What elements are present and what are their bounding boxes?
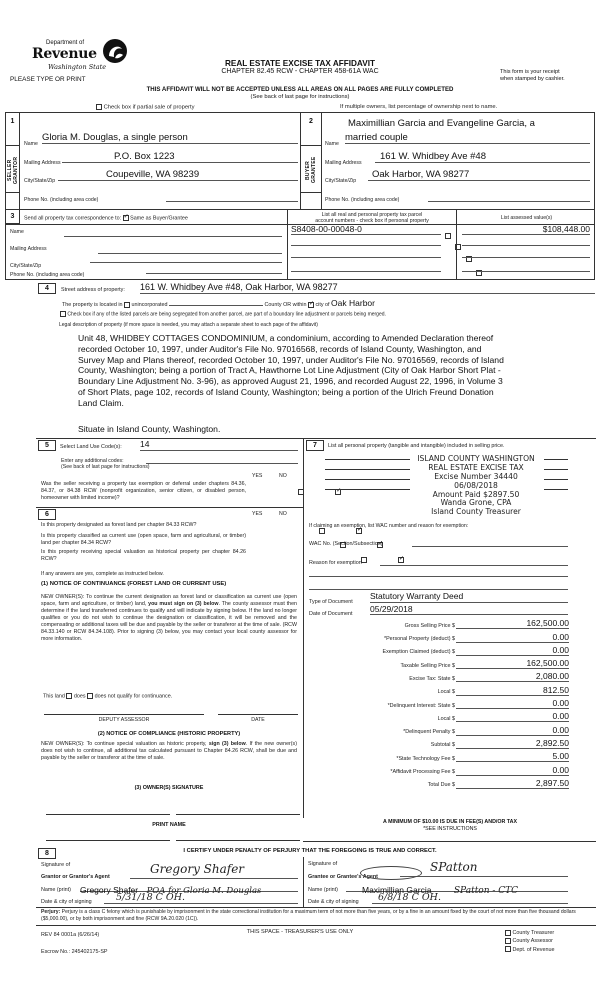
seller-city-label: City/State/Zip — [24, 178, 56, 184]
copy-label: Dept. of Revenue — [512, 946, 555, 953]
please-type-or-print: PLEASE TYPE OR PRINT — [10, 76, 86, 83]
excise-tax-local-field[interactable]: 812.50 — [456, 685, 569, 696]
stamp-line: REAL ESTATE EXCISE TAX — [428, 462, 524, 472]
assessor-date-label: DATE — [251, 717, 265, 723]
grantor-signature-label-2: Grantor or Grantor's Agent — [41, 874, 110, 880]
personal-property-line[interactable] — [544, 469, 568, 470]
correspondence-city-field[interactable] — [90, 253, 282, 263]
grantor-name-print: Gregory Shafer — [80, 885, 139, 895]
land-use-code-field[interactable]: 14 — [140, 439, 298, 451]
section-4-number: 4 — [38, 283, 56, 294]
buyer-phone-field[interactable] — [428, 193, 590, 202]
signature-loop-mark — [360, 866, 422, 880]
parcel-header — [288, 212, 456, 224]
notice-continuance-text-a: NEW OWNER(S): To continue the current designation as forest land or classification as current use (open space, farm and agriculture, or timber) land, — [41, 594, 297, 607]
gross-selling-price-field[interactable]: 162,500.00 — [456, 618, 569, 629]
minimum-due-note: A MINIMUM OF $10.00 IS DUE IN FEE(S) AND/OR TAX — [382, 819, 517, 825]
deputy-assessor-label: DEPUTY ASSESSOR — [98, 717, 150, 723]
logo-revenue: Revenue — [32, 46, 97, 62]
section-5-yes-header: YES — [252, 473, 263, 479]
subtotal-label: Subtotal $ — [430, 742, 455, 749]
delinquent-penalty-label: *Delinquent Penalty $ — [403, 729, 455, 736]
grantee-signature-field[interactable]: SPatton — [400, 860, 568, 877]
personal-property-line[interactable] — [544, 479, 568, 480]
assessed-value-2[interactable] — [462, 236, 590, 246]
escrow-label: Escrow No.: — [41, 949, 71, 955]
street-address-field[interactable]: 161 W. Whidbey Ave #48, Oak Harbor, WA 98277 — [140, 282, 595, 294]
personal-property-line[interactable] — [544, 459, 568, 460]
send-correspondence-label: Send all property tax correspondence to: — [24, 215, 122, 222]
correspondence-phone-field[interactable] — [146, 264, 282, 274]
personal-property-deduct-field[interactable]: 0.00 — [456, 632, 569, 643]
stamp-line: Island County Treasurer — [431, 507, 521, 517]
parcel-header-line2: account numbers - check box if personal property — [315, 218, 429, 225]
divider — [36, 438, 596, 439]
personal-property-checkbox-1[interactable] — [445, 233, 451, 239]
correspondence-phone-label: Phone No. (including area code) — [10, 272, 85, 278]
legal-line: Survey Map and Plans thereof, recorded October 10, 1997, under Auditor's File No. 97016569, records of Island — [78, 354, 504, 365]
grantee-label: GRANTEE — [311, 156, 317, 184]
computation-row — [305, 669, 569, 682]
doc-type-field[interactable]: Statutory Warranty Deed — [370, 591, 568, 603]
see-back-note: (See back of last page for instructions) — [250, 94, 350, 100]
computation-row — [305, 696, 569, 709]
buyer-name-label: Name — [325, 141, 339, 147]
subtotal-field[interactable]: 2,892.50 — [456, 738, 569, 749]
seller-name-label: Name — [24, 141, 38, 147]
technology-fee-label: *State Technology Fee $ — [396, 755, 455, 762]
receipt-note-1: This form is your receipt — [500, 69, 560, 75]
divider — [300, 145, 322, 146]
section-7-number: 7 — [306, 440, 324, 451]
computation-row — [305, 776, 569, 789]
unincorporated-checkbox[interactable] — [124, 302, 130, 308]
correspondence-name-field[interactable] — [64, 227, 282, 237]
reason-label: Reason for exemption — [309, 560, 362, 566]
personal-property-line[interactable] — [544, 489, 568, 490]
divider — [36, 907, 596, 908]
parcel-number-2[interactable] — [291, 236, 441, 246]
divider — [303, 841, 596, 842]
center-divider — [303, 438, 304, 818]
wac-field[interactable] — [412, 538, 568, 547]
buyer-grantee-label — [305, 152, 317, 188]
section-1-number: 1 — [10, 118, 15, 125]
notice-continuance-text — [41, 594, 297, 643]
city-value[interactable]: Oak Harbor — [331, 298, 375, 308]
grantee-name-handwritten: SPatton - CTC — [453, 886, 519, 896]
segregated-label: Check box if any of the listed parcels are being segregated from another parcel, are part of a boundary line adjustment or parcels being merged. — [67, 311, 386, 318]
print-name-label: PRINT NAME — [152, 822, 186, 828]
buyer-mailing-label: Mailing Address — [325, 160, 362, 166]
computation-row — [305, 616, 569, 629]
partial-sale-checkbox[interactable] — [96, 104, 195, 111]
computation-row — [305, 643, 569, 656]
tax-computation-list — [305, 616, 569, 789]
divider — [5, 145, 20, 146]
excise-tax-state-field[interactable]: 2,080.00 — [456, 671, 569, 682]
divider — [36, 925, 596, 926]
owner-signature-label: (3) OWNER(S) SIGNATURE — [134, 785, 204, 791]
reason-field-line-2[interactable] — [309, 568, 568, 577]
grantee-signature-label-2: Grantee or Grantee's Agent — [308, 874, 378, 880]
legal-line: County, Washington; being a portion of Tract A, Hawthorne Lot Line Adjustment (City of Oak Harbor Short Plat - — [78, 365, 501, 376]
certify-statement: I CERTIFY UNDER PENALTY OF PERJURY THAT THE FOREGOING IS TRUE AND CORRECT. — [183, 848, 437, 854]
personal-property-line[interactable] — [325, 489, 410, 490]
street-address-label: Street address of property: — [61, 287, 125, 293]
correspondence-name-label: Name — [10, 229, 24, 235]
computation-row — [305, 709, 569, 722]
legal-line: of Short Plats, page 102, records of Island County, Washington; being a portion of the Ulrich Freund Donation — [78, 387, 494, 398]
situate-note: Situate in Island County, Washington. — [78, 424, 221, 434]
form-title: REAL ESTATE EXCISE TAX AFFIDAVIT — [225, 59, 375, 68]
property-location — [62, 298, 375, 308]
gross-selling-price-label: Gross Selling Price $ — [404, 622, 455, 629]
does-qualify-checkbox[interactable] — [66, 693, 72, 699]
stamp-line: Amount Paid $2897.50 — [432, 489, 520, 499]
seller-phone-field[interactable] — [166, 193, 298, 202]
checkbox-icon[interactable] — [96, 104, 102, 110]
doc-date-label: Date of Document — [309, 611, 353, 617]
section-3-number: 3 — [10, 213, 15, 220]
perjury-text: Perjury is a class C felony which is punishable by imprisonment in the state correctional institution for a maximum term of not more than five years, or by a fine in an amount fixed by the court of not more than five thousand dollars ($5,000.00), or by both imprisonment and fine (RCW 9A.20.020 (1C)). — [41, 909, 576, 922]
parcel-header-line1: List all real and personal property tax parcel — [321, 212, 423, 218]
owner-signature-line-1[interactable] — [46, 814, 170, 815]
taxable-selling-price-field[interactable]: 162,500.00 — [456, 658, 569, 669]
grantor-name-label: Name (print) — [41, 887, 71, 893]
additional-codes-field[interactable] — [146, 455, 298, 464]
perjury-note — [41, 909, 596, 922]
treasurer-stamp — [405, 455, 547, 517]
divider — [300, 192, 322, 193]
seller-grantor-label — [7, 152, 19, 188]
section-6-yes-header: YES — [252, 511, 263, 517]
personal-property-label: List all personal property (tangible and intangible) included in selling price. — [328, 443, 505, 449]
grantor-signature-field[interactable]: Gregory Shafer — [130, 862, 298, 879]
delinquent-interest-local-field[interactable]: 0.00 — [456, 711, 569, 722]
section-6-number: 6 — [38, 509, 56, 520]
reason-field[interactable] — [380, 557, 568, 566]
parcel-number-1[interactable]: S8408-00-00048-0 — [291, 224, 441, 235]
exemption-claimed-label: Exemption Claimed (deduct) $ — [382, 649, 455, 656]
exemption-claimed-field[interactable]: 0.00 — [456, 645, 569, 656]
county-or-within-label: County OR within — [264, 302, 307, 308]
delinquent-penalty-field[interactable]: 0.00 — [456, 725, 569, 736]
located-in-label: The property is located in — [62, 302, 123, 308]
buyer-city-label: City/State/Zip — [325, 178, 357, 184]
copy-label: County Treasurer — [512, 930, 555, 936]
section-2-number: 2 — [309, 118, 313, 125]
grantee-date-label: Date & city of signing — [308, 899, 359, 905]
stamp-line: Wanda Grone, CPA — [440, 498, 512, 508]
receipt-note-2: when stamped by cashier. — [500, 76, 565, 82]
copy-label: County Assessor — [512, 938, 553, 945]
grantor-date-field[interactable]: 5/31/18 C OH. — [104, 892, 298, 904]
copy-distribution — [505, 929, 554, 954]
forest-land-question: Is this property designated as forest land per chapter 84.33 RCW? — [41, 522, 197, 528]
computation-row — [305, 749, 569, 762]
total-due-field[interactable]: 2,897.50 — [456, 778, 569, 789]
personal-property-checkbox-2[interactable] — [455, 244, 461, 250]
parcel-number-3[interactable] — [291, 248, 441, 258]
section-5-number: 5 — [38, 440, 56, 451]
print-name-line-2[interactable] — [176, 840, 300, 841]
grantee-date-field[interactable]: 6/8/18 C OH. — [372, 892, 568, 904]
checkbox-icon[interactable] — [505, 930, 511, 936]
stamp-line: ISLAND COUNTY WASHINGTON — [417, 454, 535, 463]
assessor-date-line[interactable] — [218, 714, 298, 715]
warning-banner: THIS AFFIDAVIT WILL NOT BE ACCEPTED UNLESS ALL AREAS ON ALL PAGES ARE FULLY COMPLETED — [146, 86, 454, 93]
legal-line: Boundary Line Adjustment No. 3-96), as approved August 21, 1996, and recorded August 22, 1996, in Volume 3 — [78, 376, 503, 387]
form-number: REV 84 0001a (6/26/14) — [41, 932, 100, 938]
escrow-value: 245402175-SP — [71, 949, 108, 955]
taxable-selling-price-label: Taxable Selling Price $ — [400, 662, 455, 669]
stamp-line: 06/08/2018 — [454, 480, 498, 490]
if-yes-note: If any answers are yes, complete as instructed below. — [41, 571, 164, 577]
delinquent-interest-local-label: Local $ — [437, 715, 455, 722]
this-land-label: This land — [43, 693, 65, 700]
notice-compliance-bold: sign (3) below — [208, 741, 246, 747]
dor-swirl-icon — [102, 38, 128, 64]
personal-property-deduct-label: *Personal Property (deduct) $ — [383, 636, 455, 643]
section-5-no-header: NO — [279, 473, 287, 479]
checkbox-icon[interactable] — [505, 946, 511, 952]
computation-row — [305, 656, 569, 669]
notice-compliance-text-a: NEW OWNER(S): To continue special valuation as historic property, — [41, 741, 209, 747]
legal-line: recorded October 10, 1997, under Auditor's File No. 97016568, records of Island County, Washington, and — [78, 343, 482, 354]
divider — [36, 507, 303, 508]
send-correspondence — [24, 215, 188, 222]
legal-line: Land Claim. — [78, 397, 124, 408]
copy-county-assessor[interactable] — [505, 937, 554, 945]
legal-description — [78, 333, 583, 409]
segregated-checkbox[interactable] — [60, 311, 66, 317]
technology-fee-field[interactable]: 5.00 — [456, 751, 569, 762]
divider — [303, 857, 304, 907]
legal-description-label: Legal description of property (if more space is needed, you may attach a separate sheet to each page of the affidavit) — [59, 322, 318, 328]
same-as-buyer-checkbox[interactable] — [123, 215, 129, 221]
buyer-label: BUYER — [305, 160, 311, 180]
correspondence-mailing-label: Mailing Address — [10, 246, 47, 252]
buyer-city-field[interactable]: Oak Harbor, WA 98277 — [368, 169, 590, 181]
assessed-header: List assessed value(s) — [500, 215, 553, 221]
unincorporated-label: unincorporated — [131, 302, 168, 308]
excise-tax-local-label: Local $ — [437, 689, 455, 696]
grantee-name-label: Name (print) — [308, 887, 338, 893]
seller-phone-label: Phone No. (including area code) — [24, 197, 99, 203]
parcel-number-4[interactable] — [291, 262, 441, 272]
grantor-label: GRANTOR — [13, 156, 19, 184]
exemption-question: Was the seller receiving a property tax exemption or deferral under chapters 84.36, 84.37, or 84.38 RCW (nonprofit organization, senior citizen, or disabled person, homeowner with limited income)? — [41, 481, 246, 501]
city-of-label: city of — [315, 302, 330, 308]
multiple-owners-note: If multiple owners, list percentage of ownership next to name. — [340, 104, 498, 110]
notice-compliance-title: (2) NOTICE OF COMPLIANCE (HISTORIC PROPERTY) — [97, 731, 241, 737]
doc-date-field[interactable]: 05/29/2018 — [370, 604, 568, 615]
personal-property-line[interactable] — [325, 459, 410, 460]
seller-mailing-label: Mailing Address — [24, 160, 61, 166]
form-subtitle: CHAPTER 82.45 RCW - CHAPTER 458-61A WAC — [221, 68, 379, 75]
affidavit-fee-label: *Affidavit Processing Fee $ — [390, 769, 455, 776]
computation-row — [305, 736, 569, 749]
computation-row — [305, 722, 569, 735]
assessed-value-4[interactable] — [462, 262, 590, 272]
partial-sale-label: Check box if partial sale of property — [103, 104, 195, 111]
city-checkbox[interactable] — [308, 302, 314, 308]
assessed-value-3[interactable] — [462, 248, 590, 258]
notice-compliance-text-b: . If the new owner(s) does not wish to continue, all additional tax calculated pursuant to Chapter 84.26 RCW, shall be due and payable by the seller or transferor at the time of sale. — [41, 741, 297, 761]
excise-tax-state-label: Excise Tax: State $ — [409, 676, 455, 682]
section-6-no-header: NO — [279, 511, 287, 517]
exemption-yes-checkbox[interactable] — [298, 489, 304, 495]
does-label: does — [73, 693, 86, 700]
print-name-line-1[interactable] — [46, 840, 170, 841]
buyer-name-field[interactable]: married couple — [345, 132, 590, 144]
section-8-number: 8 — [38, 848, 56, 859]
affidavit-fee-field[interactable]: 0.00 — [456, 765, 569, 776]
dor-logo — [32, 38, 132, 78]
logo-department-of: Department of — [46, 40, 85, 46]
additional-codes-note: (See back of last page for instructions) — [61, 464, 150, 470]
segregated-checkbox-row[interactable] — [60, 311, 386, 317]
county-field[interactable] — [169, 300, 263, 306]
reason-field-line-3[interactable] — [309, 581, 568, 590]
wac-label: WAC No. (Section/Subsection) — [309, 541, 383, 547]
legal-line: Unit 48, WHIDBEY COTTAGES CONDOMINIUM, a condominium, according to Amended Declaration thereof — [78, 333, 494, 343]
grantor-name-field[interactable] — [80, 880, 298, 896]
additional-codes-label: Enter any additional codes: — [61, 458, 124, 464]
buyer-name-line1[interactable]: Maximillian Garcia and Evangeline Garcia, a — [348, 118, 535, 129]
total-due-label: Total Due $ — [427, 782, 455, 789]
deputy-assessor-signature-line[interactable] — [44, 714, 204, 715]
checkbox-icon[interactable] — [505, 938, 511, 944]
does-not-qualify-checkbox[interactable] — [87, 693, 93, 699]
grantee-signature-label-1: Signature of — [308, 861, 338, 867]
grantee-name-print: Maximillian Garcia — [362, 885, 432, 895]
current-use-question: Is this property classified as current use (open space, farm and agricultural, or timber) land per chapter 84.34 RCW? — [41, 533, 246, 546]
correspondence-city-label: City/State/Zip — [10, 263, 42, 269]
grantee-name-field[interactable] — [346, 880, 568, 896]
historic-question: Is this property receiving special valuation as historical property per chapter 84.26 RCW? — [41, 549, 246, 562]
divider — [5, 192, 20, 193]
logo-washington-state: Washington State — [48, 63, 107, 71]
computation-row — [305, 762, 569, 775]
treasurer-use-only: THIS SPACE - TREASURER'S USE ONLY — [246, 929, 354, 935]
grantor-date-label: Date & city of signing — [41, 899, 92, 905]
computation-row — [305, 629, 569, 642]
delinquent-interest-state-label: *Delinquent Interest: State $ — [387, 702, 455, 709]
continuance-qualify — [43, 693, 172, 700]
seller-mailing-field[interactable]: P.O. Box 1223 — [62, 151, 298, 163]
does-not-label: does not qualify for continuance. — [94, 693, 173, 700]
owner-signature-line-2[interactable] — [176, 814, 300, 815]
assessed-value-1[interactable]: $108,448.00 — [462, 224, 590, 235]
perjury-bold: Perjury: — [41, 909, 61, 915]
personal-property-line[interactable] — [325, 469, 410, 470]
stamp-line: Excise Number 34440 — [434, 471, 518, 481]
same-as-buyer-label: Same as Buyer/Grantee — [130, 215, 188, 222]
buyer-phone-label: Phone No. (including area code) — [325, 197, 400, 203]
exemption-claim-label: If claiming an exemption, list WAC number and reason for exemption: — [309, 523, 469, 529]
notice-compliance-text — [41, 741, 297, 762]
notice-continuance-bold: you must sign on (3) below — [148, 600, 219, 607]
copy-dept-revenue[interactable] — [505, 946, 554, 954]
personal-property-line[interactable] — [325, 479, 410, 480]
seller-city-field[interactable]: Coupeville, WA 98239 — [58, 169, 298, 181]
copy-county-treasurer[interactable] — [505, 929, 554, 937]
seller-label: SELLER — [7, 159, 13, 181]
computation-row — [305, 682, 569, 695]
delinquent-interest-state-field[interactable]: 0.00 — [456, 698, 569, 709]
escrow-number — [41, 949, 108, 955]
grantor-signature-label-1: Signature of — [41, 862, 71, 868]
see-instructions-note: *SEE INSTRUCTIONS — [423, 826, 477, 832]
land-use-label: Select Land Use Code(s): — [60, 444, 122, 450]
notice-continuance-title: (1) NOTICE OF CONTINUANCE (FOREST LAND OR CURRENT USE) — [41, 581, 227, 587]
doc-type-label: Type of Document — [309, 599, 353, 605]
notice-continuance-text-b: . The county assessor must then determine if the land transferred continues to qualify and will indicate by signing below. If the land no longer qualifies or you do not wish to continue the designation or classification, it will be removed and the compensating or additional taxes will be due and payable by the seller or transferor at the time of sale. (RCW 84.33.140 or RCW 84.34.108). Prior to signing (3) below, you may contact your local county assessor for more information. — [41, 600, 298, 642]
buyer-mailing-field[interactable]: 161 W. Whidbey Ave #48 — [375, 151, 590, 163]
grantor-name-handwritten: POA for Gloria M. Douglas — [146, 886, 262, 896]
seller-name-field[interactable]: Gloria M. Douglas, a single person — [42, 132, 298, 144]
